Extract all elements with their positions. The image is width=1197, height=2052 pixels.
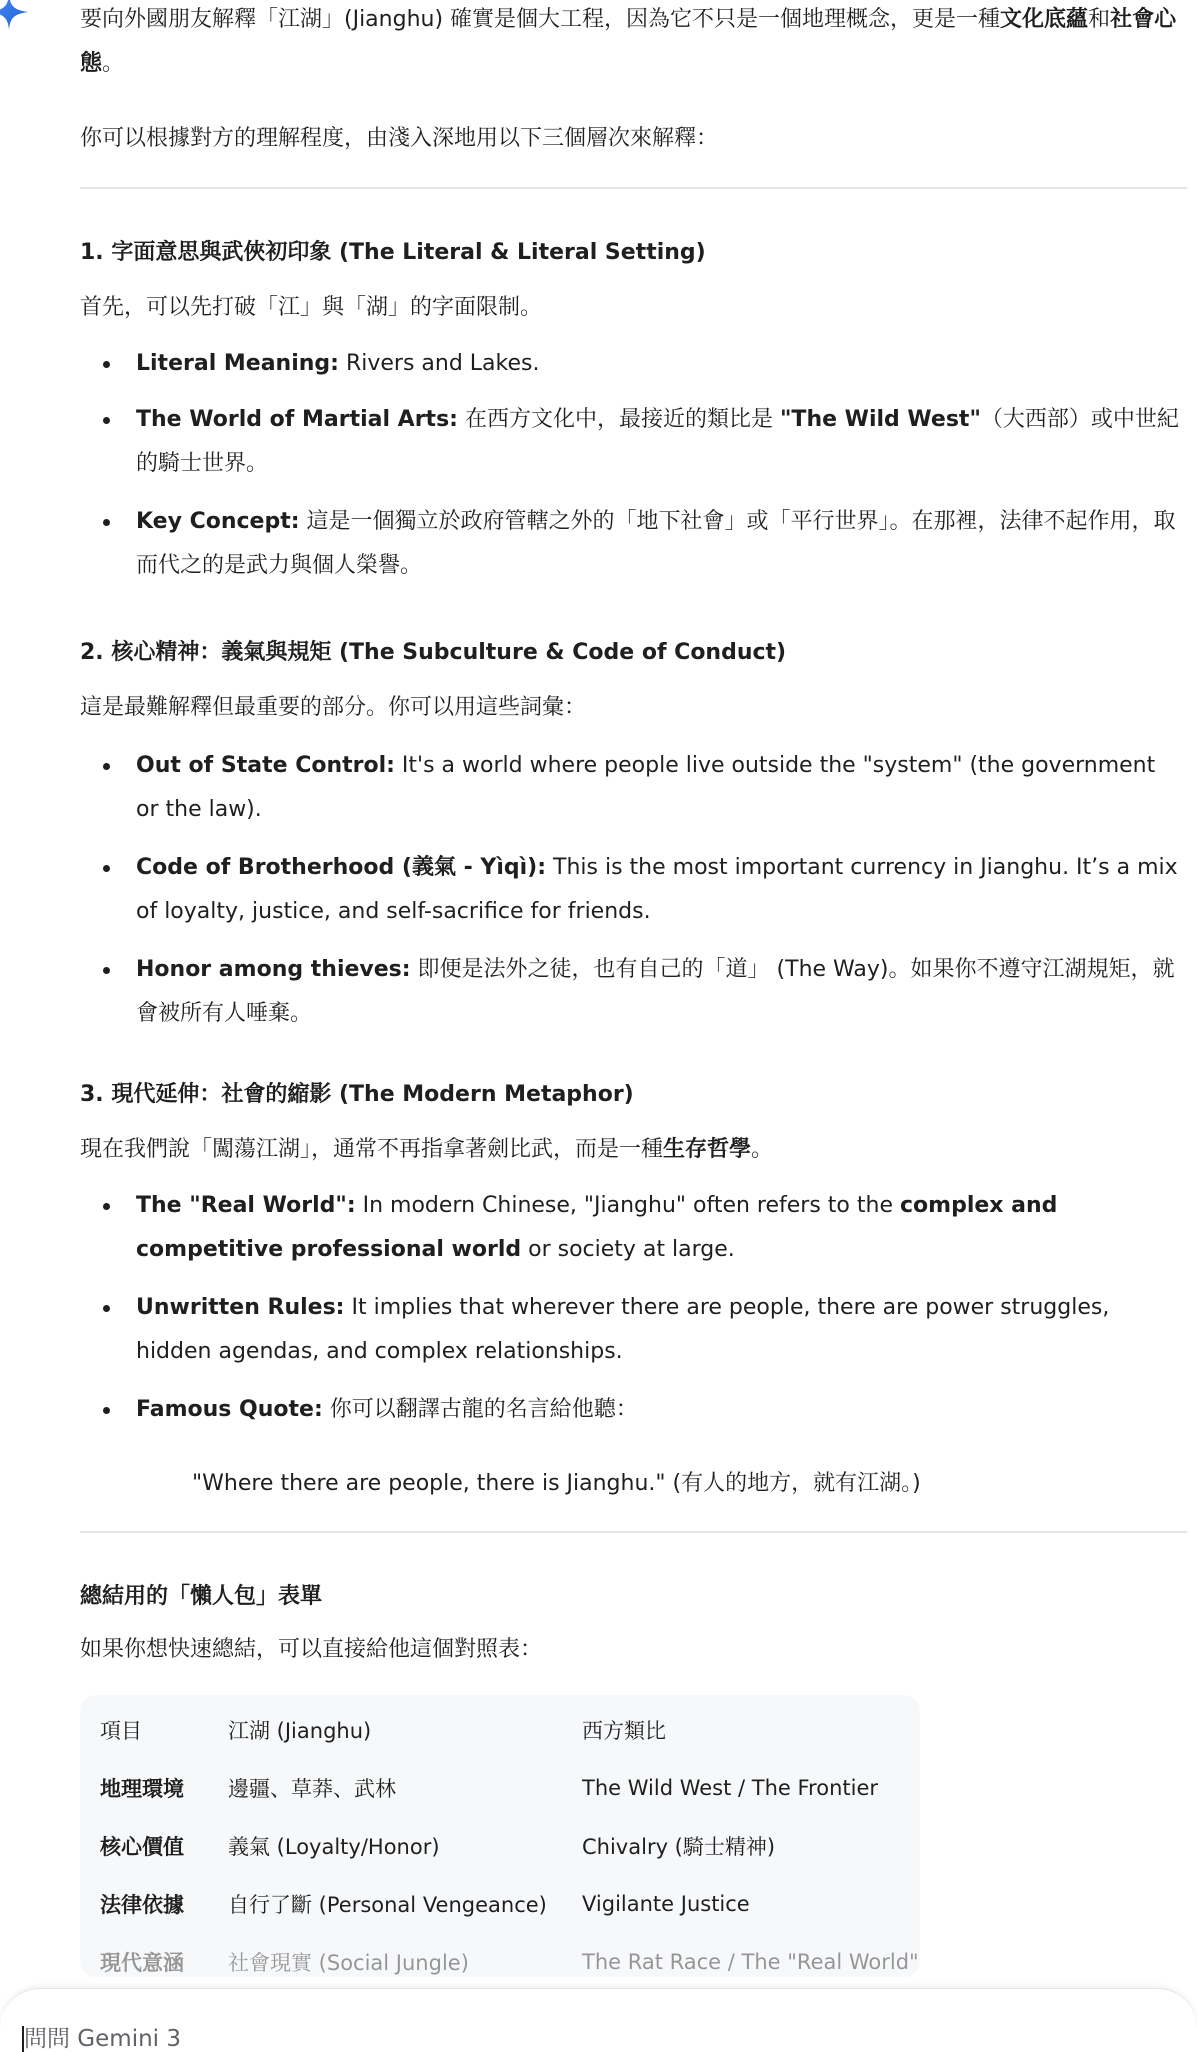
section-1-heading: 1. 字面意思與武俠初印象 (The Literal & Literal Setting)	[80, 240, 706, 265]
term-label: The World of Martial Arts:	[136, 407, 458, 432]
table-header-cell: 西方類比	[582, 1719, 666, 1743]
summary-heading: 總結用的「懶人包」表單	[80, 1584, 323, 1609]
item-text: or society at large.	[521, 1237, 735, 1262]
intro-bold-social: 社會心態	[80, 7, 1177, 76]
term-label: The "Real World":	[136, 1193, 356, 1218]
table-cell: Chivalry (騎士精神)	[582, 1835, 776, 1859]
list-item	[80, 1388, 1180, 1432]
term-label: Famous Quote:	[136, 1397, 323, 1422]
list-item	[80, 342, 1180, 386]
lead-text: 現在我們說「闖蕩江湖」，通常不再指拿著劍比武，而是一種	[80, 1137, 664, 1162]
intro-bold-culture: 文化底蘊	[1000, 7, 1089, 32]
intro-paragraph	[80, 0, 1187, 86]
item-strong: "The Wild West"	[779, 407, 981, 432]
list-item	[80, 846, 1180, 934]
comparison-table	[80, 1695, 920, 1977]
section-2-lead: 這是最難解釋但最重要的部分。你可以用這些詞彙：	[80, 695, 587, 720]
prompt-input[interactable]: 問問 Gemini 3	[24, 2026, 181, 2052]
section-2-heading: 2. 核心精神：義氣與規矩 (The Subculture & Code of Conduct)	[80, 640, 787, 665]
item-text: 這是一個獨立於政府管轄之外的「地下社會」或「平行世界」。在那裡，法律不起作用，取而代之的是武力與個人榮譽。	[136, 509, 1176, 578]
list-item	[80, 1286, 1180, 1374]
table-cell: 法律依據	[100, 1893, 184, 1917]
list-item	[80, 1184, 1180, 1272]
item-text: It's a world where people live outside the "system" (the government or the law).	[136, 753, 1156, 822]
lead-text-end: 。	[751, 1137, 774, 1162]
item-text: （大西部）或中世紀的騎士世界。	[136, 407, 1179, 476]
table-cell: The Rat Race / The "Real World"	[582, 1950, 919, 1974]
table-header-row	[80, 1701, 920, 1759]
intro-text-and: 和	[1088, 7, 1111, 32]
section-3-heading: 3. 現代延伸：社會的縮影 (The Modern Metaphor)	[80, 1082, 634, 1107]
table-row	[80, 1759, 920, 1817]
table-cell: 社會現實 (Social Jungle)	[228, 1951, 469, 1975]
term-label: Honor among thieves:	[136, 957, 411, 982]
table-header-cell: 江湖 (Jianghu)	[228, 1719, 372, 1743]
item-text: It implies that wherever there are people, there are power struggles, hidden agendas, and complex relationships.	[136, 1295, 1110, 1364]
item-text: 在西方文化中，最接近的類比是	[457, 407, 780, 432]
list-item	[80, 500, 1180, 588]
table-cell: 現代意涵	[100, 1951, 184, 1975]
summary-lead: 如果你想快速總結，可以直接給他這個對照表：	[80, 1637, 543, 1662]
intro-text: 要向外國朋友解釋「江湖」(Jianghu) 確實是個大工程，因為它不只是一個地理概念，更是一種	[80, 7, 1001, 32]
divider	[80, 187, 1187, 189]
table-row	[80, 1875, 920, 1933]
term-label: Out of State Control:	[136, 753, 395, 778]
section-1-lead: 首先，可以先打破「江」與「湖」的字面限制。	[80, 295, 543, 320]
section-3-lead	[80, 1128, 1180, 1172]
table-cell: Vigilante Justice	[582, 1892, 750, 1916]
famous-quote: "Where there are people, there is Jianghu." (有人的地方，就有江湖。)	[192, 1471, 921, 1496]
term-label: Key Concept:	[136, 509, 300, 534]
term-label: Unwritten Rules:	[136, 1295, 345, 1320]
item-text: Rivers and Lakes.	[338, 351, 540, 376]
table-cell: The Wild West / The Frontier	[582, 1776, 878, 1800]
section-2-list	[80, 744, 1180, 1036]
table-cell: 邊疆、草莽、武林	[228, 1777, 396, 1801]
divider	[80, 1531, 1187, 1533]
item-text: In modern Chinese, "Jianghu" often refers to the	[355, 1193, 900, 1218]
list-item	[80, 948, 1180, 1036]
item-text: 你可以翻譯古龍的名言給他聽：	[322, 1397, 638, 1422]
lead-bold: 生存哲學	[663, 1137, 752, 1162]
term-label: Literal Meaning:	[136, 351, 339, 376]
section-3-list	[80, 1184, 1180, 1432]
table-row	[80, 1933, 920, 1977]
table-row	[80, 1817, 920, 1875]
table-cell: 地理環境	[100, 1777, 184, 1801]
item-text: 即便是法外之徒，也有自己的「道」 (The Way)。如果你不遵守江湖規矩，就會被所有人唾棄。	[136, 957, 1175, 1026]
table-cell: 自行了斷 (Personal Vengeance)	[228, 1893, 547, 1917]
list-item	[80, 398, 1180, 486]
item-text: This is the most important currency in Jianghu. It’s a mix of loyalty, justice, and self-sacrifice for friends.	[136, 855, 1178, 924]
intro-paragraph-2: 你可以根據對方的理解程度，由淺入深地用以下三個層次來解釋：	[80, 126, 719, 151]
table-cell: 義氣 (Loyalty/Honor)	[228, 1835, 440, 1859]
intro-text-end: 。	[102, 51, 125, 76]
table-header-cell: 項目	[100, 1719, 142, 1743]
list-item	[80, 744, 1180, 832]
term-label: Code of Brotherhood (義氣 - Yìqì):	[136, 855, 547, 880]
table-cell: 核心價值	[100, 1835, 184, 1859]
gemini-sparkle-icon	[0, 0, 30, 42]
section-1-list	[80, 342, 1180, 588]
item-strong: complex and competitive professional world	[136, 1193, 1058, 1262]
